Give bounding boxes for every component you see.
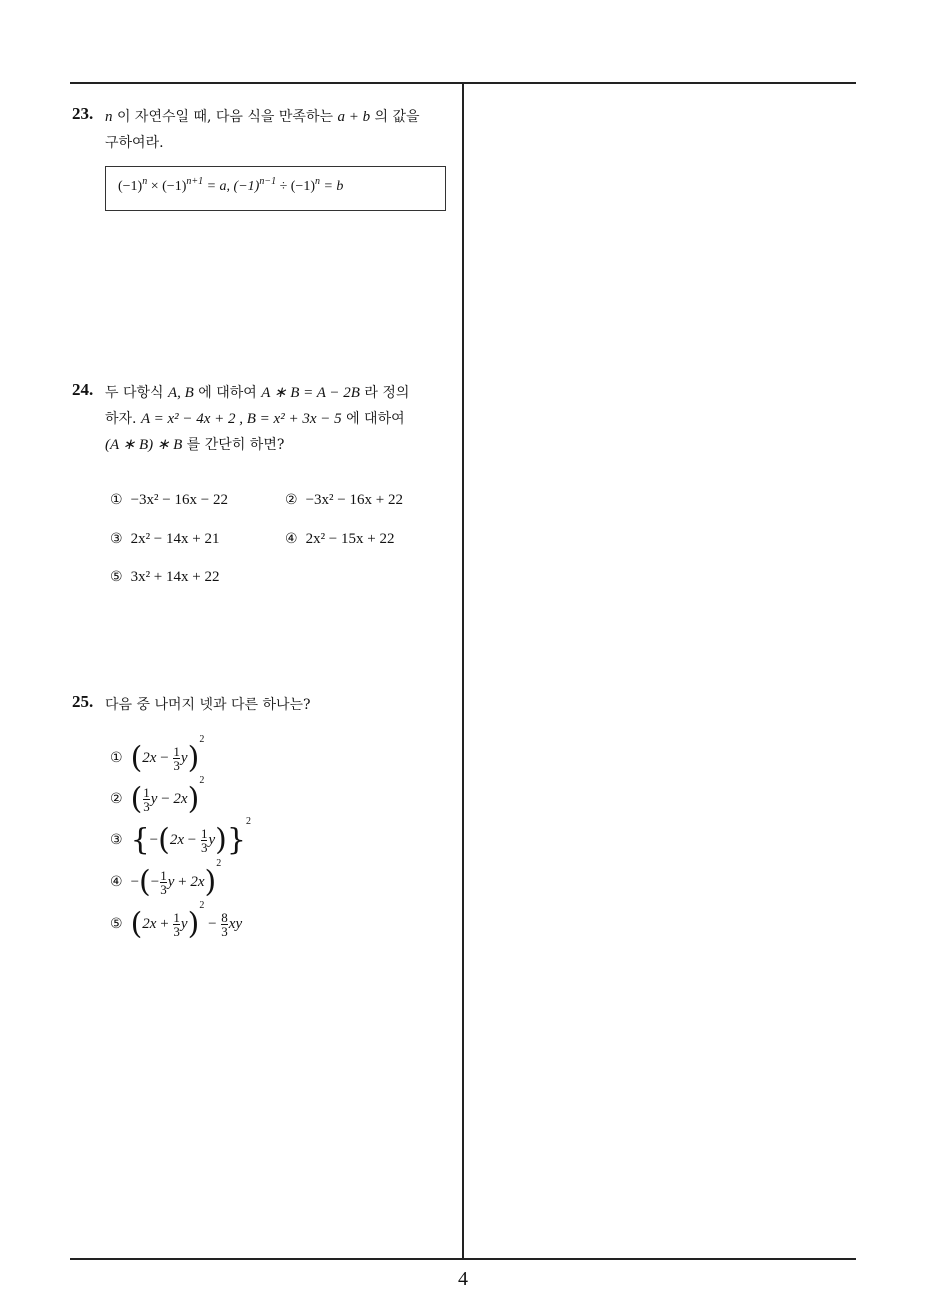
var-n: n — [105, 109, 113, 125]
problem-25-choice-4[interactable]: ④ −(− $\frac{1}{3}$ y + 2x)$^2$ — [110, 858, 222, 900]
column-divider — [462, 82, 464, 1260]
problem-24-choice-1[interactable]: ① −3x² − 16x − 22 — [110, 492, 228, 508]
problem-23-text-1: 이 자연수일 때, 다음 식을 만족하는 — [116, 109, 333, 125]
problem-25-choice-1[interactable]: ① (2x − $\frac{1}{3}$ y)$^2$ — [110, 734, 205, 776]
problem-25-text: 다음 중 나머지 넷과 다른 하나는? — [105, 697, 311, 713]
bottom-rule — [70, 1258, 856, 1260]
problem-25-choice-2[interactable]: ② ( $\frac{1}{3}$ y − 2x)$^2$ — [110, 775, 205, 817]
page-number: 4 — [458, 1268, 468, 1290]
problem-24-choice-4[interactable]: ④ 2x² − 15x + 22 — [285, 531, 395, 547]
problem-23-line-1 — [105, 106, 420, 126]
problem-24-number: 24. — [72, 380, 94, 399]
var-a-plus-b: a + b — [337, 109, 371, 125]
problem-23-number: 23. — [72, 104, 94, 123]
problem-25-choice-5[interactable]: ⑤ (2x + $\frac{1}{3}$ y)$^2$ − $\frac{8}{3}$ xy — [110, 900, 243, 942]
problem-24-line-3: (A ∗ B) ∗ B 를 간단히 하면? — [105, 437, 285, 453]
problem-25-number: 25. — [72, 692, 94, 711]
problem-23-text-tail: 의 값을 — [374, 109, 420, 125]
problem-24-choice-2[interactable]: ② −3x² − 16x + 22 — [285, 492, 403, 508]
problem-24-choice-5[interactable]: ⑤ 3x² + 14x + 22 — [110, 569, 220, 585]
problem-23-condition: $(-1)^n \times (-1)^{n+1} = a$, $(-1)^{n-1} \div (-1)^n = b$ — [118, 176, 344, 194]
problem-24-line-1: 두 다항식 A, B 에 대하여 A ∗ B = A − 2B 라 정의 — [105, 385, 410, 401]
problem-25-choice-3[interactable]: ③ {−(2x − $\frac{1}{3}$ y)}$^2$ — [110, 816, 251, 858]
problem-24-line-2: 하자. A = x² − 4x + 2 , B = x² + 3x − 5 에 대하여 — [105, 411, 405, 427]
problem-24-choice-3[interactable]: ③ 2x² − 14x + 21 — [110, 531, 220, 547]
problem-23-line-2: 구하여라. — [105, 135, 164, 151]
